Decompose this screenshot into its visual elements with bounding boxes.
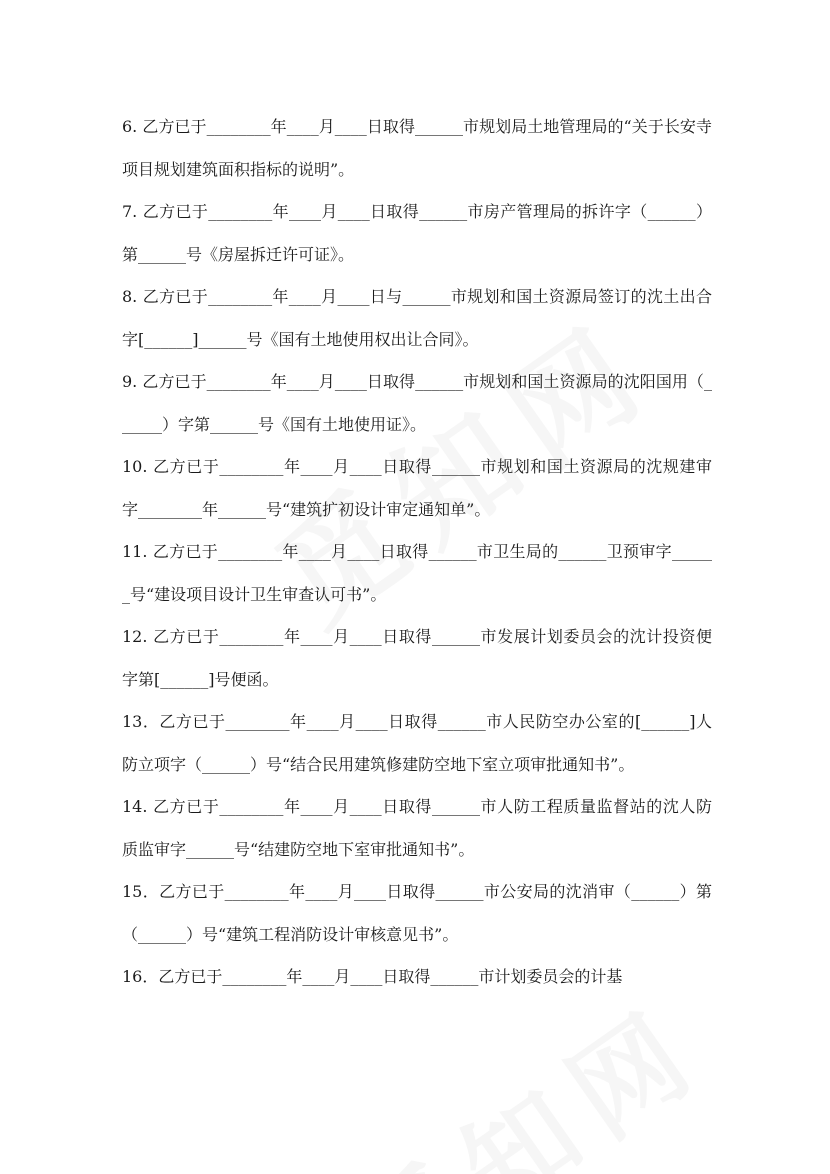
clause-10: 10. 乙方已于________年____月____日取得______市规划和国土资源局的沈规建审字________年______号“建筑扩初设计审定通知单”。 — [122, 457, 712, 519]
clause-9: 9. 乙方已于________年____月____日取得______市规划和国土资源局的沈阳国用（______）字第______号《国有土地使用证》。 — [122, 372, 712, 434]
document-body — [122, 106, 712, 999]
clause-14: 14. 乙方已于________年____月____日取得______市人防工程质量监督站的沈人防质监审字______号“结建防空地下室审批通知书”。 — [122, 797, 712, 859]
clause-8: 8. 乙方已于________年____月____日与______市规划和国土资源局签订的沈土出合字[______]______号《国有土地使用权出让合同》。 — [122, 287, 712, 349]
clause-6: 6. 乙方已于________年____月____日取得______市规划局土地管理局的“关于长安寺项目规划建筑面积指标的说明”。 — [122, 117, 712, 179]
clause-15: 15．乙方已于________年____月____日取得______市公安局的沈消审（______）第（______）号“建筑工程消防设计审核意见书”。 — [122, 882, 712, 944]
clause-11: 11. 乙方已于________年____月____日取得______市卫生局的______卫预审字______号“建设项目设计卫生审查认可书”。 — [122, 542, 712, 604]
clause-16: 16．乙方已于________年____月____日取得______市计划委员会的计基 — [122, 967, 623, 986]
clause-13: 13．乙方已于________年____月____日取得______市人民防空办公室的[______]人防立项字（______）号“结合民用建筑修建防空地下室立项审批通知书”。 — [122, 712, 712, 774]
clause-12: 12. 乙方已于________年____月____日取得______市发展计划委员会的沈计投资便字第[______]号便函。 — [122, 627, 712, 689]
clause-7: 7. 乙方已于________年____月____日取得______市房产管理局的拆许字（______）第______号《房屋拆迁许可证》。 — [122, 202, 712, 264]
